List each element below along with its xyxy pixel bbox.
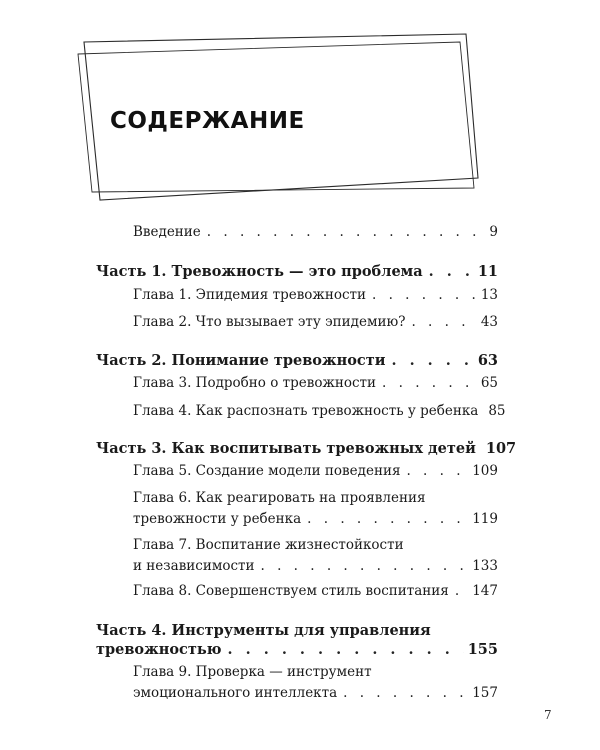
toc-chapter-title: Глава 3. Подробно о тревожности [133, 375, 377, 391]
toc-chapter-6-line1: Глава 6. Как реагировать на проявления [133, 490, 426, 506]
leader-dots [455, 583, 468, 599]
toc-chapter-page: 13 [480, 287, 498, 303]
toc-chapter-7-line1: Глава 7. Воспитание жизнестойкости [133, 537, 404, 553]
toc-part-page: 11 [477, 263, 498, 280]
toc-part-2 [96, 352, 498, 369]
toc-part-4-line1: Часть 4. Инструменты для управления [96, 622, 431, 639]
toc-chapter-9 [133, 685, 498, 701]
page-number: 7 [544, 708, 552, 722]
toc-chapter-title: Глава 2. Что вызывает эту эпидемию? [133, 314, 406, 330]
leader-dots [406, 463, 468, 479]
leader-dots [207, 224, 486, 240]
toc-chapter-page: 85 [488, 403, 506, 419]
leader-dots [261, 558, 469, 574]
toc-chapter-title: тревожности у ребенка [133, 511, 302, 527]
toc-part-3 [96, 440, 517, 457]
toc-part-page: 63 [477, 352, 498, 369]
toc-chapter-page: 133 [472, 558, 498, 574]
toc-chapter-7 [133, 558, 498, 574]
toc-part-title: тревожностью [96, 641, 222, 658]
leader-dots [411, 314, 476, 330]
toc-chapter-page: 157 [472, 685, 498, 701]
page-title: СОДЕРЖАНИЕ [110, 108, 305, 134]
toc-chapter-1 [133, 287, 498, 303]
toc-chapter-9-line1: Глава 9. Проверка — инструмент [133, 664, 372, 680]
toc-chapter-title: Глава 8. Совершенствуем стиль воспитания [133, 583, 449, 599]
toc-chapter-title: эмоционального интеллекта [133, 685, 338, 701]
leader-dots [372, 287, 477, 303]
toc-chapter-page: 65 [480, 375, 498, 391]
leader-dots [228, 641, 464, 658]
leader-dots [307, 511, 468, 527]
toc-part-4 [96, 641, 498, 658]
leader-dots [391, 352, 473, 369]
toc-chapter-title: Глава 4. Как распознать тревожность у ребенка [133, 403, 479, 419]
toc-entry-intro [133, 224, 498, 240]
toc-chapter-4 [133, 403, 506, 419]
toc-chapter-5 [133, 463, 498, 479]
toc-chapter-6 [133, 511, 498, 527]
toc-chapter-page: 147 [472, 583, 498, 599]
toc-part-page: 155 [467, 641, 498, 658]
toc-chapter-title: Глава 1. Эпидемия тревожности [133, 287, 367, 303]
toc-part-1 [96, 263, 498, 280]
leader-dots [343, 685, 468, 701]
toc-chapter-title: Глава 5. Создание модели поведения [133, 463, 401, 479]
toc-chapter-3 [133, 375, 498, 391]
toc-chapter-page: 109 [472, 463, 498, 479]
leader-dots [382, 375, 477, 391]
toc-chapter-8 [133, 583, 498, 599]
toc-chapter-page: 43 [480, 314, 498, 330]
toc-part-title: Часть 2. Понимание тревожности [96, 352, 386, 369]
toc-entry-page: 9 [489, 224, 498, 240]
toc-part-page: 107 [485, 440, 517, 457]
toc-part-title: Часть 1. Тревожность — это проблема [96, 263, 423, 280]
toc-chapter-2 [133, 314, 498, 330]
leader-dots [429, 263, 474, 280]
toc-part-title: Часть 3. Как воспитывать тревожных детей [96, 440, 476, 457]
toc-chapter-page: 119 [472, 511, 498, 527]
toc-entry-title: Введение [133, 224, 201, 240]
toc-chapter-title: и независимости [133, 558, 255, 574]
